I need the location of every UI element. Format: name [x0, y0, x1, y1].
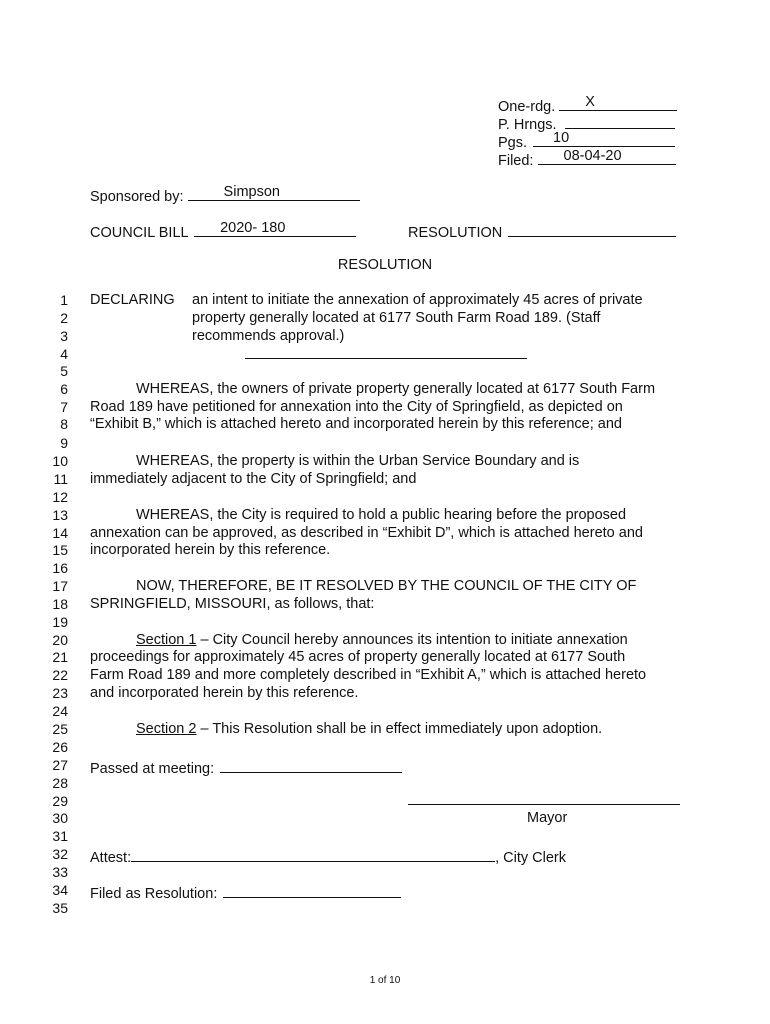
whereas3-line-3: incorporated herein by this reference.	[90, 542, 331, 558]
line-number: 23	[52, 685, 68, 701]
line-number: 26	[52, 739, 68, 755]
resolution-number-field[interactable]	[508, 220, 676, 237]
attest-row	[90, 845, 566, 867]
section2-text: – This Resolution shall be in effect immediately upon adoption.	[196, 721, 603, 737]
sponsor-field[interactable]: Simpson	[188, 184, 360, 201]
section2-heading: Section 2	[136, 721, 197, 737]
pgs-label: Pgs.	[498, 135, 528, 151]
section1-line-3: Farm Road 189 and more completely described in “Exhibit A,” which is attached hereto	[90, 667, 647, 683]
line-number: 21	[52, 649, 68, 665]
line-number: 19	[52, 614, 68, 630]
filed-as-field[interactable]	[223, 881, 401, 898]
line-number: 33	[52, 864, 68, 880]
line-number: 28	[52, 775, 68, 791]
filed-field[interactable]: 08-04-20	[538, 148, 676, 165]
declaring-keyword: DECLARING	[90, 292, 175, 308]
line-number: 17	[52, 578, 68, 594]
filed-label: Filed:	[498, 153, 534, 169]
line-number: 2	[60, 310, 68, 326]
line-number: 27	[52, 757, 68, 773]
council-bill-label: COUNCIL BILL	[90, 225, 189, 241]
line-number: 31	[52, 828, 68, 844]
line-number: 34	[52, 882, 68, 898]
resolution-number-row	[408, 220, 676, 242]
now-therefore-line-2: SPRINGFIELD, MISSOURI, as follows, that:	[90, 596, 375, 612]
line-number: 11	[53, 471, 68, 487]
passed-field[interactable]	[220, 756, 402, 773]
mayor-label: Mayor	[527, 810, 568, 826]
whereas3-line-2: annexation can be approved, as described in “Exhibit D”, which is attached hereto and	[90, 525, 643, 541]
line-number: 6	[60, 381, 68, 397]
section1-line-2: proceedings for approximately 45 acres of property generally located at 6177 South	[90, 649, 626, 665]
line-number: 25	[52, 721, 68, 737]
separator-line	[245, 358, 527, 359]
mayor-signature-line[interactable]	[408, 804, 680, 805]
sponsor-row	[90, 184, 360, 206]
attest-field[interactable]	[131, 845, 495, 862]
line-number: 30	[52, 810, 68, 826]
line-number: 15	[52, 542, 68, 558]
whereas3-line-1: WHEREAS, the City is required to hold a public hearing before the proposed	[136, 507, 627, 523]
p-hrngs-label: P. Hrngs.	[498, 117, 557, 133]
whereas1-line-2: Road 189 have petitioned for annexation into the City of Springfield, as depicted on	[90, 399, 623, 415]
line-number: 29	[52, 793, 68, 809]
passed-row	[90, 756, 402, 778]
line-number: 9	[60, 435, 68, 451]
resolution-number-label: RESOLUTION	[408, 225, 503, 241]
council-bill-field[interactable]: 2020- 180	[194, 220, 356, 237]
line-number: 10	[52, 453, 68, 469]
attest-label: Attest:	[90, 850, 132, 866]
section1-line-4: and incorporated herein by this reference.	[90, 685, 359, 701]
line-number: 20	[52, 632, 68, 648]
line-number: 1	[60, 292, 68, 308]
line-number: 14	[52, 525, 68, 541]
line-number: 35	[52, 900, 68, 916]
pgs-field[interactable]: 10	[533, 130, 675, 147]
section1-line-1	[136, 631, 628, 649]
line-number: 5	[60, 363, 68, 379]
one-rdg-field[interactable]: X	[559, 94, 677, 111]
whereas2-line-2: immediately adjacent to the City of Springfield; and	[90, 471, 417, 487]
passed-label: Passed at meeting:	[90, 761, 215, 777]
line-number: 12	[52, 489, 68, 505]
filed-as-label: Filed as Resolution:	[90, 886, 218, 902]
declaring-line-1: an intent to initiate the annexation of approximately 45 acres of private	[192, 292, 643, 308]
line-number: 16	[52, 560, 68, 576]
p-hrngs-field[interactable]	[565, 112, 675, 129]
now-therefore-line-1: NOW, THEREFORE, BE IT RESOLVED BY THE COUNCIL OF THE CITY OF	[136, 578, 637, 594]
filed-row	[498, 148, 676, 170]
sponsor-label: Sponsored by:	[90, 189, 184, 205]
doc-title: RESOLUTION	[337, 257, 433, 273]
declaring-line-2: property generally located at 6177 South Farm Road 189. (Staff	[192, 310, 601, 326]
whereas1-line-3: “Exhibit B,” which is attached hereto and incorporated herein by this reference; and	[90, 416, 622, 432]
section1-line-1-text: – City Council hereby announces its intention to initiate annexation	[196, 632, 628, 648]
page-indicator: 1 of 10	[369, 975, 401, 986]
council-bill-row	[90, 220, 356, 242]
line-number: 7	[60, 399, 68, 415]
whereas1-line-1: WHEREAS, the owners of private property generally located at 6177 South Farm	[136, 381, 656, 397]
line-number: 22	[52, 667, 68, 683]
line-number: 32	[52, 846, 68, 862]
line-number: 24	[52, 703, 68, 719]
attest-suffix: , City Clerk	[495, 850, 567, 866]
whereas2-line-1: WHEREAS, the property is within the Urban Service Boundary and is	[136, 453, 580, 469]
line-number: 18	[52, 596, 68, 612]
section2-line	[136, 720, 602, 738]
line-number: 8	[60, 416, 68, 432]
one-rdg-label: One-rdg.	[498, 99, 556, 115]
filed-as-row	[90, 881, 401, 903]
section1-heading: Section 1	[136, 632, 197, 648]
line-number: 13	[52, 507, 68, 523]
line-number: 3	[60, 328, 68, 344]
declaring-line-3: recommends approval.)	[192, 328, 345, 344]
line-number: 4	[60, 346, 68, 362]
